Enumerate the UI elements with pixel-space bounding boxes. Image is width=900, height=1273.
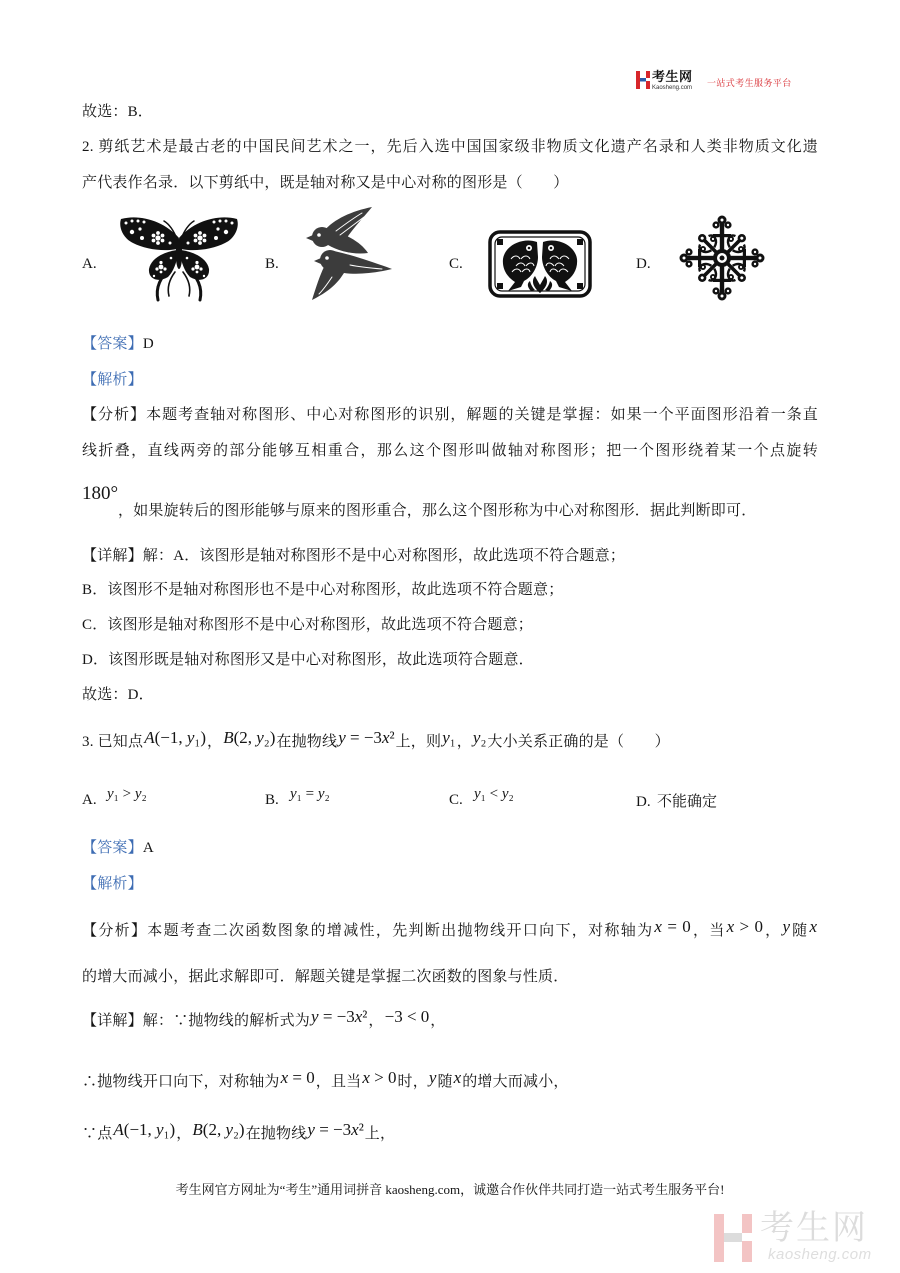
math-y2: y₂ [472, 728, 487, 747]
answer-value: D [142, 336, 154, 352]
kaosheng-watermark-icon [714, 1214, 754, 1262]
point-a: A(−1, y₁) [113, 1120, 176, 1139]
q2-detail-line: C．该图形是轴对称图形不是中心对称图形，故此选项不符合题意； [82, 617, 534, 633]
q3-stem-line [82, 728, 670, 755]
point-a: A(−1, y₁) [144, 728, 206, 747]
fish-papercut [487, 227, 593, 301]
q3-option-a-label: A. [82, 792, 97, 808]
parabola-equation: y = −3x² [307, 1120, 364, 1139]
detail-text: 【详解】解：∵抛物线的解析式为 [82, 1013, 311, 1029]
answer-value: A [142, 840, 154, 856]
q2-detail-line: B．该图形不是轴对称图形也不是中心对称图形，故此选项不符合题意； [82, 582, 564, 598]
detail-text: ， [176, 1126, 192, 1142]
q3-option-d-label: D. [636, 794, 651, 810]
q2-stem-line: 2. 剪纸艺术是最古老的中国民间艺术之一，先后入选中国国家级非物质文化遗产名录和人类非物质文化遗 [82, 139, 818, 155]
detail-text: 在抛物线 [245, 1126, 307, 1142]
q3-option-b-label: B. [265, 792, 279, 808]
q3-detail-line [82, 1007, 446, 1034]
math-expression: y [428, 1068, 437, 1087]
math-expression: x [809, 917, 817, 936]
detail-text: ， [368, 1013, 384, 1029]
q2-analysis-line: 【分析】本题考查轴对称图形、中心对称图形的识别，解题的关键是掌握：如果一个平面图形沿着一条直 [82, 407, 818, 423]
math-expression: x = 0 [280, 1068, 315, 1087]
q2-solution-tag: 【解析】 [82, 372, 143, 388]
q3-option-b-value: y₁ = y₂ [290, 786, 330, 802]
stem-text: 在抛物线 [276, 734, 338, 750]
detail-text: 上， [364, 1126, 396, 1142]
butterfly-papercut [118, 212, 240, 302]
parabola-equation: y = −3x² [311, 1007, 368, 1026]
stem-text: 大小关系正确的是（ ） [487, 734, 670, 750]
q2-analysis-line: ，如果旋转后的图形能够与原来的图形重合，那么这个图形称为中心对称图形．据此判断即可． [118, 503, 757, 519]
q3-solution-tag: 【解析】 [82, 876, 143, 892]
detail-text: 时， [397, 1074, 428, 1090]
math-expression: x = 0 [654, 917, 691, 936]
q3-option-a-value: y₁ > y₂ [107, 786, 147, 802]
math-expression: x [453, 1068, 462, 1087]
q2-detail-line: 【详解】解：A．该图形是轴对称图形不是中心对称图形，故此选项不符合题意； [82, 548, 626, 564]
q3-detail-line [82, 1068, 569, 1095]
point-b: B(2, y₂) [192, 1120, 245, 1139]
math-y1: y₁ [442, 728, 456, 747]
answer-tag: 【答案】 [82, 840, 143, 856]
q2-option-d-label: D. [636, 256, 651, 272]
stem-text: ， [206, 734, 223, 750]
detail-text: ，且当 [315, 1074, 362, 1090]
snowflake-papercut [672, 214, 772, 302]
q3-detail-line [82, 1120, 395, 1147]
analysis-text: 【分析】本题考查二次函数图象的增减性，先判断出抛物线开口向下，对称轴为 [82, 923, 654, 939]
point-b: B(2, y₂) [223, 728, 276, 747]
logo-slogan: 一站式考生服务平台 [707, 79, 792, 89]
watermark-name: 考生网 [760, 1208, 868, 1248]
detail-text: 的增大而减小， [462, 1074, 569, 1090]
q2-option-c-label: C. [449, 256, 463, 272]
q3-answer [82, 838, 154, 858]
q3-option-c-label: C. [449, 792, 463, 808]
answer-tag: 【答案】 [82, 336, 143, 352]
logo-domain: Kaosheng.com [652, 85, 693, 91]
detail-text: ∵点 [82, 1126, 113, 1142]
math-expression: x > 0 [362, 1068, 397, 1087]
kaosheng-logo-icon [636, 71, 650, 89]
stem-text: 3. 已知点 [82, 734, 144, 750]
q1-conclusion: 故选：B． [82, 104, 154, 120]
q2-option-b-label: B. [265, 256, 279, 272]
math-expression: y [782, 917, 790, 936]
logo-name: 考生网 [652, 70, 693, 85]
math-expression: x > 0 [726, 917, 763, 936]
stem-text: 上，则 [395, 734, 442, 750]
q2-answer [82, 334, 154, 354]
analysis-text: ， [763, 923, 782, 939]
parabola-equation: y = −3x² [338, 728, 395, 747]
q3-option-c-value: y₁ < y₂ [474, 786, 514, 802]
detail-text: ， [430, 1013, 446, 1029]
swallow-papercut [304, 205, 394, 301]
q2-conclusion: 故选：D． [82, 687, 154, 703]
q2-stem-line: 产代表作名录．以下剪纸中，既是轴对称又是中心对称的图形是（ ） [82, 175, 569, 191]
analysis-text: ，当 [691, 923, 726, 939]
q2-detail-line: D．该图形既是轴对称图形又是中心对称图形，故此选项符合题意． [82, 652, 534, 668]
q3-analysis-line: 的增大而减小，据此求解即可．解题关键是掌握二次函数的图象与性质． [82, 969, 569, 985]
watermark-domain: kaosheng.com [768, 1246, 872, 1263]
q2-option-a-label: A. [82, 256, 97, 272]
math-expression: −3 < 0 [384, 1007, 430, 1026]
page-footer: 考生网官方网址为“考生”通用词拼音 kaosheng.com，诚邀合作伙伴共同打造一站式考生服务平台! [175, 1182, 725, 1197]
q3-analysis-line [82, 917, 818, 944]
analysis-text: 随 [790, 923, 809, 939]
q3-option-d-value: 不能确定 [657, 794, 718, 810]
q2-angle-180: 180° [82, 483, 119, 504]
detail-text: 随 [437, 1074, 453, 1090]
stem-text: ， [456, 734, 472, 750]
detail-text: ∴抛物线开口向下，对称轴为 [82, 1074, 280, 1090]
q2-analysis-line: 线折叠，直线两旁的部分能够互相重合，那么这个图形叫做轴对称图形；把一个图形绕着某一个点旋转 [82, 443, 818, 459]
